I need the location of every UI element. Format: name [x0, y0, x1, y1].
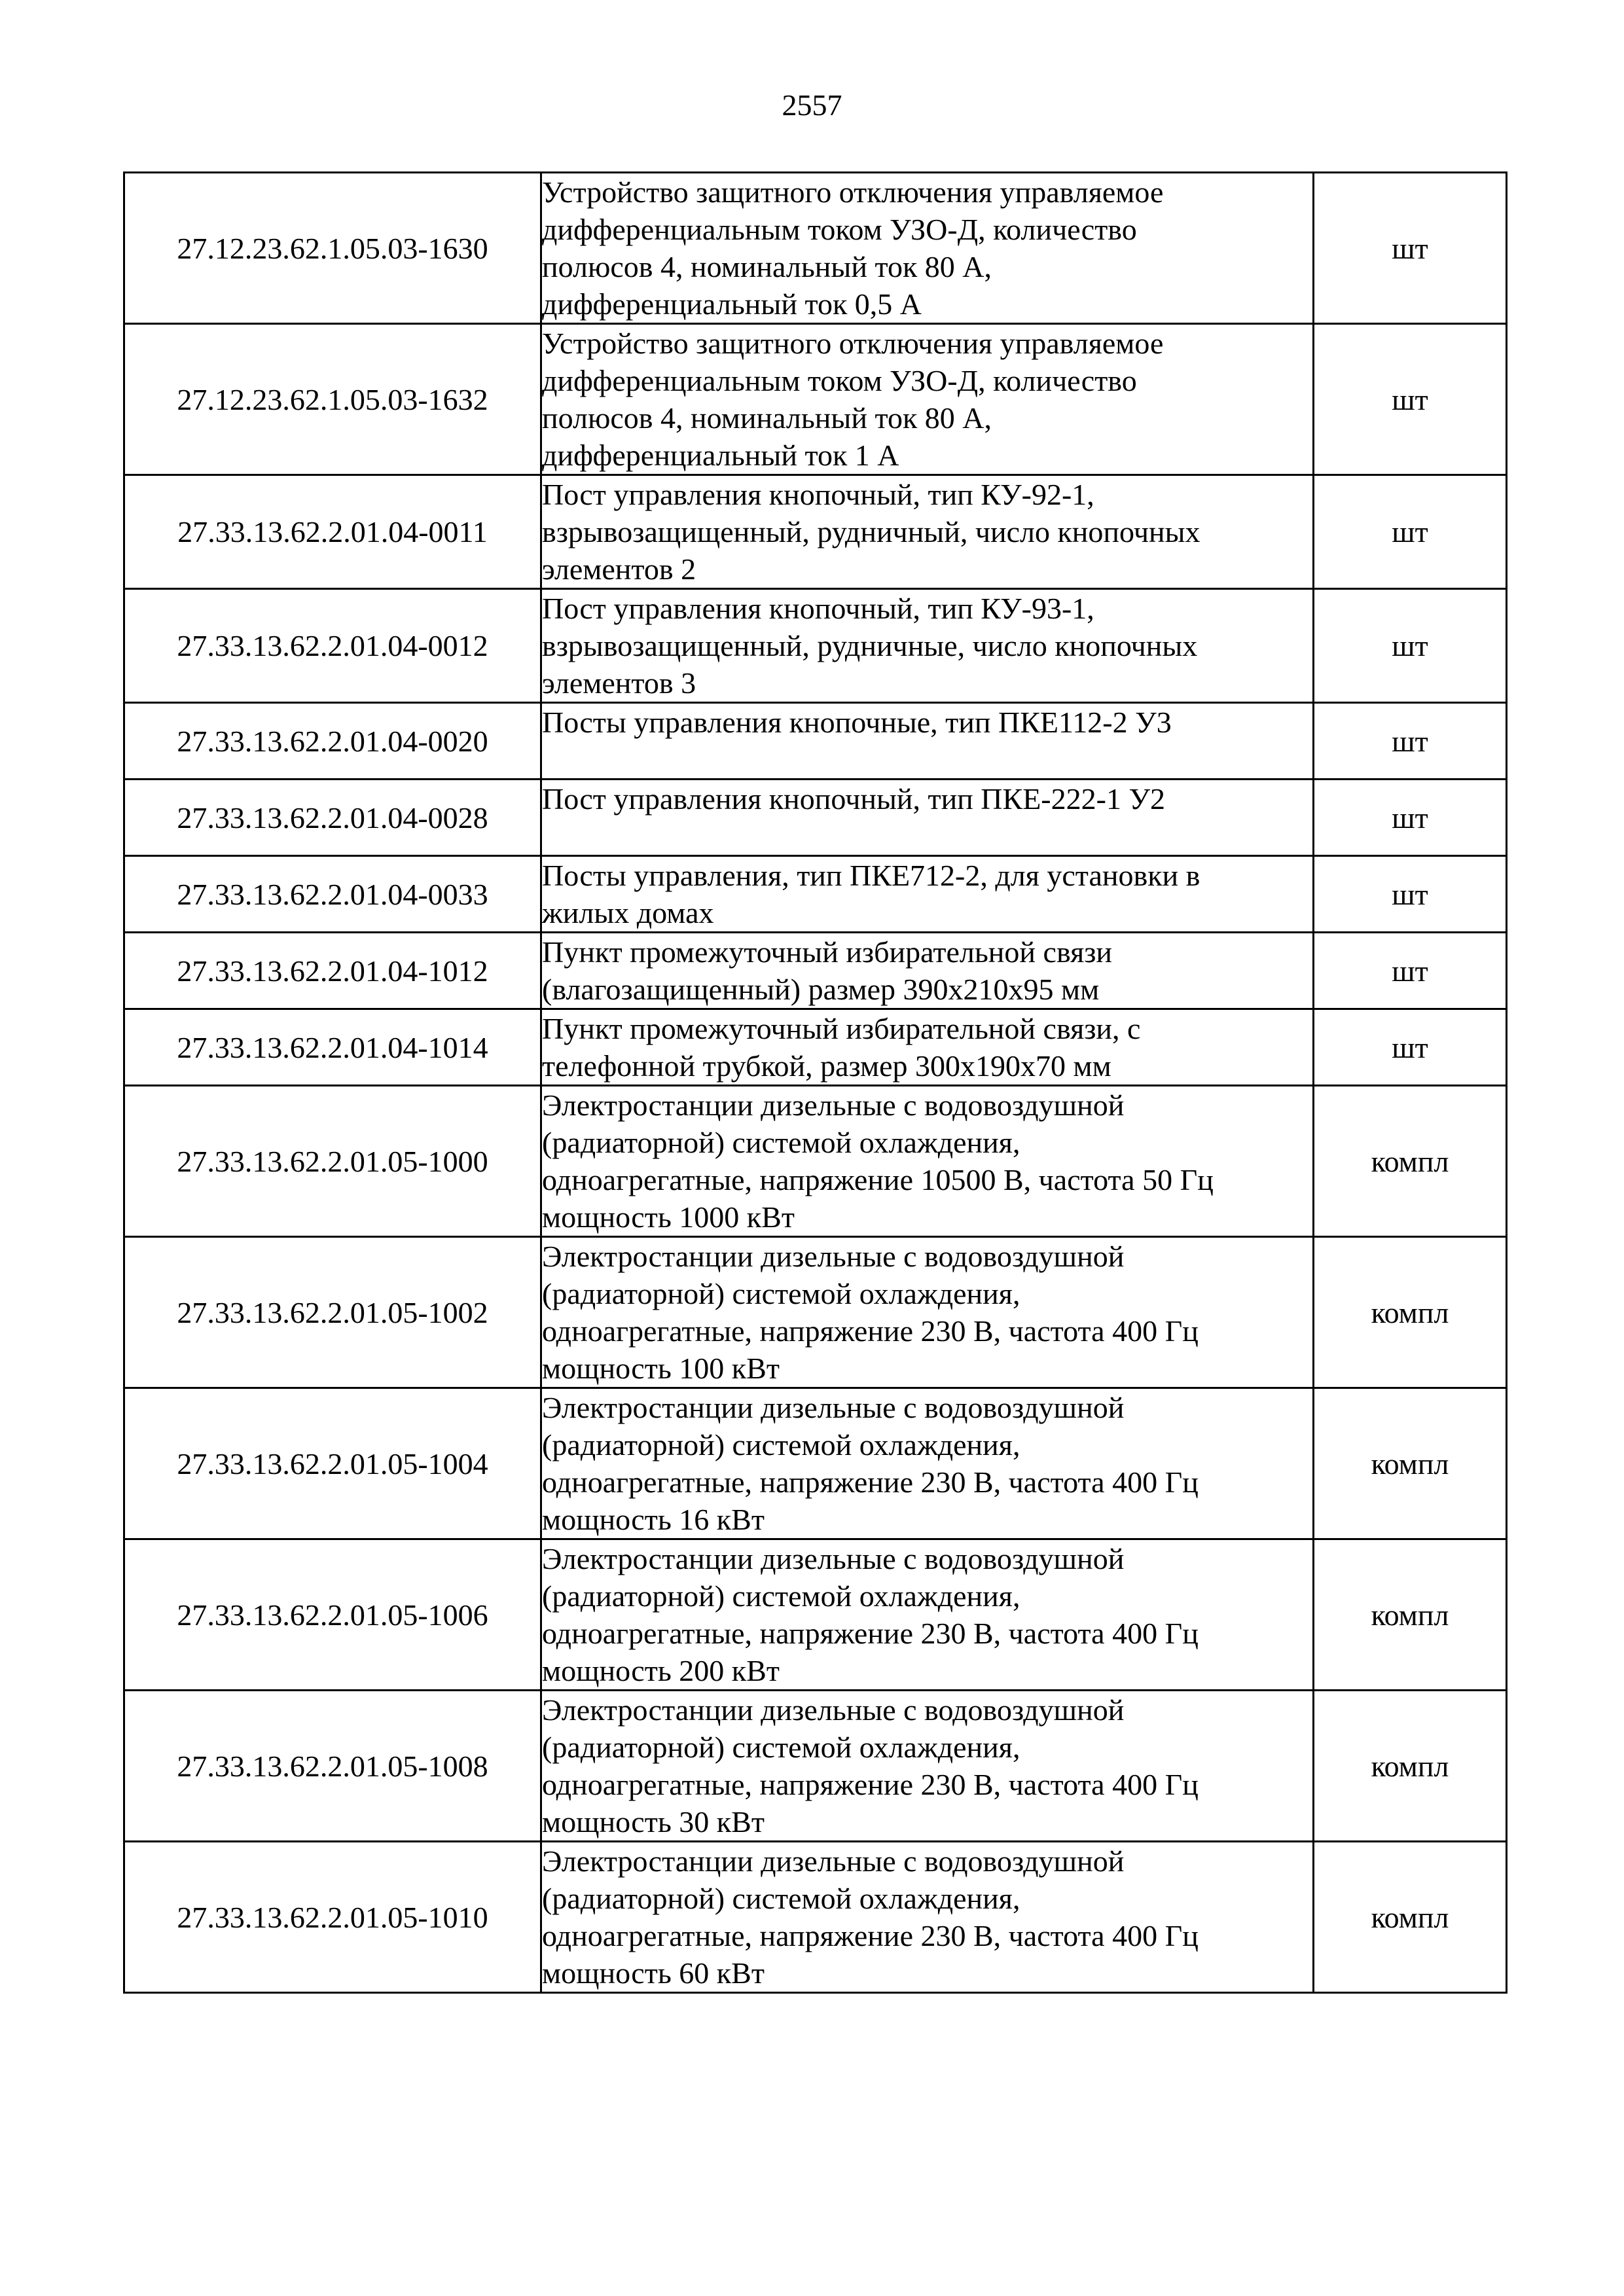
description-line: мощность 60 кВт: [542, 1956, 765, 1990]
resource-code-cell: 27.33.13.62.2.01.04-0020: [124, 703, 541, 780]
resource-description-cell: [541, 703, 1314, 780]
unit-cell: шт: [1314, 856, 1507, 933]
description-line: Пункт промежуточный избирательной связи, с: [542, 1012, 1141, 1045]
description-line: (радиаторной) системой охлаждения,: [542, 1428, 1020, 1462]
resource-description-cell: [541, 1009, 1314, 1086]
resource-code-cell: 27.33.13.62.2.01.04-0012: [124, 589, 541, 703]
resource-code-cell: 27.33.13.62.2.01.05-1002: [124, 1237, 541, 1388]
description-line: дифференциальным током УЗО-Д, количество: [542, 213, 1137, 246]
resource-code-cell: 27.33.13.62.2.01.04-0033: [124, 856, 541, 933]
table-row: [124, 933, 1507, 1009]
unit-cell: шт: [1314, 703, 1507, 780]
description-line: Посты управления кнопочные, тип ПКЕ112-2 У3: [542, 706, 1172, 739]
table-row: [124, 1388, 1507, 1539]
description-line: (радиаторной) системой охлаждения,: [542, 1579, 1020, 1613]
resource-description-cell: [541, 1086, 1314, 1237]
resource-description-cell: [541, 856, 1314, 933]
resource-code-cell: 27.33.13.62.2.01.05-1008: [124, 1691, 541, 1842]
resource-code-cell: 27.33.13.62.2.01.04-0028: [124, 780, 541, 856]
description-line: полюсов 4, номинальный ток 80 А,: [542, 250, 992, 283]
description-line: Пост управления кнопочный, тип ПКЕ-222-1 У2: [542, 782, 1166, 816]
unit-cell: шт: [1314, 173, 1507, 324]
description-line: Электростанции дизельные с водовоздушной: [542, 1088, 1125, 1122]
table-row: [124, 703, 1507, 780]
resource-description-cell: [541, 475, 1314, 589]
table-row: [124, 1009, 1507, 1086]
description-line: дифференциальный ток 0,5 А: [542, 287, 922, 321]
description-line: элементов 2: [542, 552, 696, 586]
description-line: дифференциальный ток 1 А: [542, 439, 899, 472]
table-row: [124, 1086, 1507, 1237]
table-row: [124, 324, 1507, 475]
resource-code-cell: 27.12.23.62.1.05.03-1632: [124, 324, 541, 475]
table-row: [124, 1539, 1507, 1691]
description-line: Посты управления, тип ПКЕ712-2, для установки в: [542, 859, 1200, 892]
table-row: [124, 780, 1507, 856]
description-line: мощность 30 кВт: [542, 1805, 765, 1839]
description-line: (радиаторной) системой охлаждения,: [542, 1882, 1020, 1915]
resource-description-cell: [541, 780, 1314, 856]
unit-cell: компл: [1314, 1237, 1507, 1388]
resource-description-cell: [541, 1237, 1314, 1388]
description-line: мощность 1000 кВт: [542, 1200, 795, 1234]
resource-code-cell: 27.33.13.62.2.01.04-0011: [124, 475, 541, 589]
resource-table: [123, 171, 1507, 1994]
description-line: (радиаторной) системой охлаждения,: [542, 1277, 1020, 1310]
resource-code-cell: 27.33.13.62.2.01.05-1004: [124, 1388, 541, 1539]
description-line: одноагрегатные, напряжение 10500 В, частота 50 Гц: [542, 1163, 1214, 1196]
description-line: взрывозащищенный, рудничный, число кнопочных: [542, 515, 1200, 548]
resource-code-cell: 27.33.13.62.2.01.04-1012: [124, 933, 541, 1009]
description-line: Пост управления кнопочный, тип КУ-92-1,: [542, 478, 1094, 511]
table-row: [124, 475, 1507, 589]
description-line: Электростанции дизельные с водовоздушной: [542, 1240, 1125, 1273]
resource-description-cell: [541, 1842, 1314, 1993]
unit-cell: компл: [1314, 1842, 1507, 1993]
description-line: одноагрегатные, напряжение 230 В, частота 400 Гц: [542, 1617, 1199, 1650]
description-line: жилых домах: [542, 896, 714, 929]
table-row: [124, 1691, 1507, 1842]
resource-description-cell: [541, 933, 1314, 1009]
description-line: телефонной трубкой, размер 300х190х70 мм: [542, 1049, 1111, 1083]
resource-description-cell: [541, 173, 1314, 324]
table-row: [124, 1237, 1507, 1388]
description-line: (радиаторной) системой охлаждения,: [542, 1731, 1020, 1764]
unit-cell: компл: [1314, 1691, 1507, 1842]
unit-cell: шт: [1314, 589, 1507, 703]
description-line: (влагозащищенный) размер 390х210х95 мм: [542, 973, 1100, 1006]
unit-cell: компл: [1314, 1388, 1507, 1539]
description-line: мощность 200 кВт: [542, 1654, 780, 1687]
description-line: дифференциальным током УЗО-Д, количество: [542, 364, 1137, 397]
description-line: взрывозащищенный, рудничные, число кнопочных: [542, 629, 1198, 662]
description-line: одноагрегатные, напряжение 230 В, частота 400 Гц: [542, 1768, 1199, 1801]
unit-cell: компл: [1314, 1539, 1507, 1691]
resource-description-cell: [541, 324, 1314, 475]
table-row: [124, 173, 1507, 324]
resource-code-cell: 27.33.13.62.2.01.04-1014: [124, 1009, 541, 1086]
description-line: мощность 100 кВт: [542, 1352, 780, 1385]
resource-code-cell: 27.33.13.62.2.01.05-1010: [124, 1842, 541, 1993]
table-row: [124, 856, 1507, 933]
description-line: Электростанции дизельные с водовоздушной: [542, 1391, 1125, 1424]
resource-description-cell: [541, 589, 1314, 703]
description-line: Электростанции дизельные с водовоздушной: [542, 1844, 1125, 1878]
resource-description-cell: [541, 1539, 1314, 1691]
table-row: [124, 1842, 1507, 1993]
description-line: Электростанции дизельные с водовоздушной: [542, 1693, 1125, 1727]
description-line: Пост управления кнопочный, тип КУ-93-1,: [542, 592, 1094, 625]
description-line: Пункт промежуточный избирательной связи: [542, 935, 1113, 969]
table-row: [124, 589, 1507, 703]
table-body: [124, 173, 1507, 1993]
resource-description-cell: [541, 1388, 1314, 1539]
description-line: Устройство защитного отключения управляемое: [542, 327, 1164, 360]
description-line: полюсов 4, номинальный ток 80 А,: [542, 401, 992, 435]
description-line: одноагрегатные, напряжение 230 В, частота 400 Гц: [542, 1465, 1199, 1499]
unit-cell: шт: [1314, 1009, 1507, 1086]
unit-cell: шт: [1314, 324, 1507, 475]
description-line: одноагрегатные, напряжение 230 В, частота 400 Гц: [542, 1919, 1199, 1952]
page-number: 2557: [782, 88, 842, 122]
description-line: (радиаторной) системой охлаждения,: [542, 1126, 1020, 1159]
unit-cell: шт: [1314, 780, 1507, 856]
resource-code-cell: 27.12.23.62.1.05.03-1630: [124, 173, 541, 324]
resource-code-cell: 27.33.13.62.2.01.05-1000: [124, 1086, 541, 1237]
description-line: Электростанции дизельные с водовоздушной: [542, 1542, 1125, 1575]
description-line: Устройство защитного отключения управляемое: [542, 175, 1164, 209]
description-line: элементов 3: [542, 666, 696, 700]
unit-cell: шт: [1314, 933, 1507, 1009]
description-line: мощность 16 кВт: [542, 1503, 765, 1536]
unit-cell: компл: [1314, 1086, 1507, 1237]
description-line: одноагрегатные, напряжение 230 В, частота 400 Гц: [542, 1314, 1199, 1348]
unit-cell: шт: [1314, 475, 1507, 589]
resource-code-cell: 27.33.13.62.2.01.05-1006: [124, 1539, 541, 1691]
resource-description-cell: [541, 1691, 1314, 1842]
